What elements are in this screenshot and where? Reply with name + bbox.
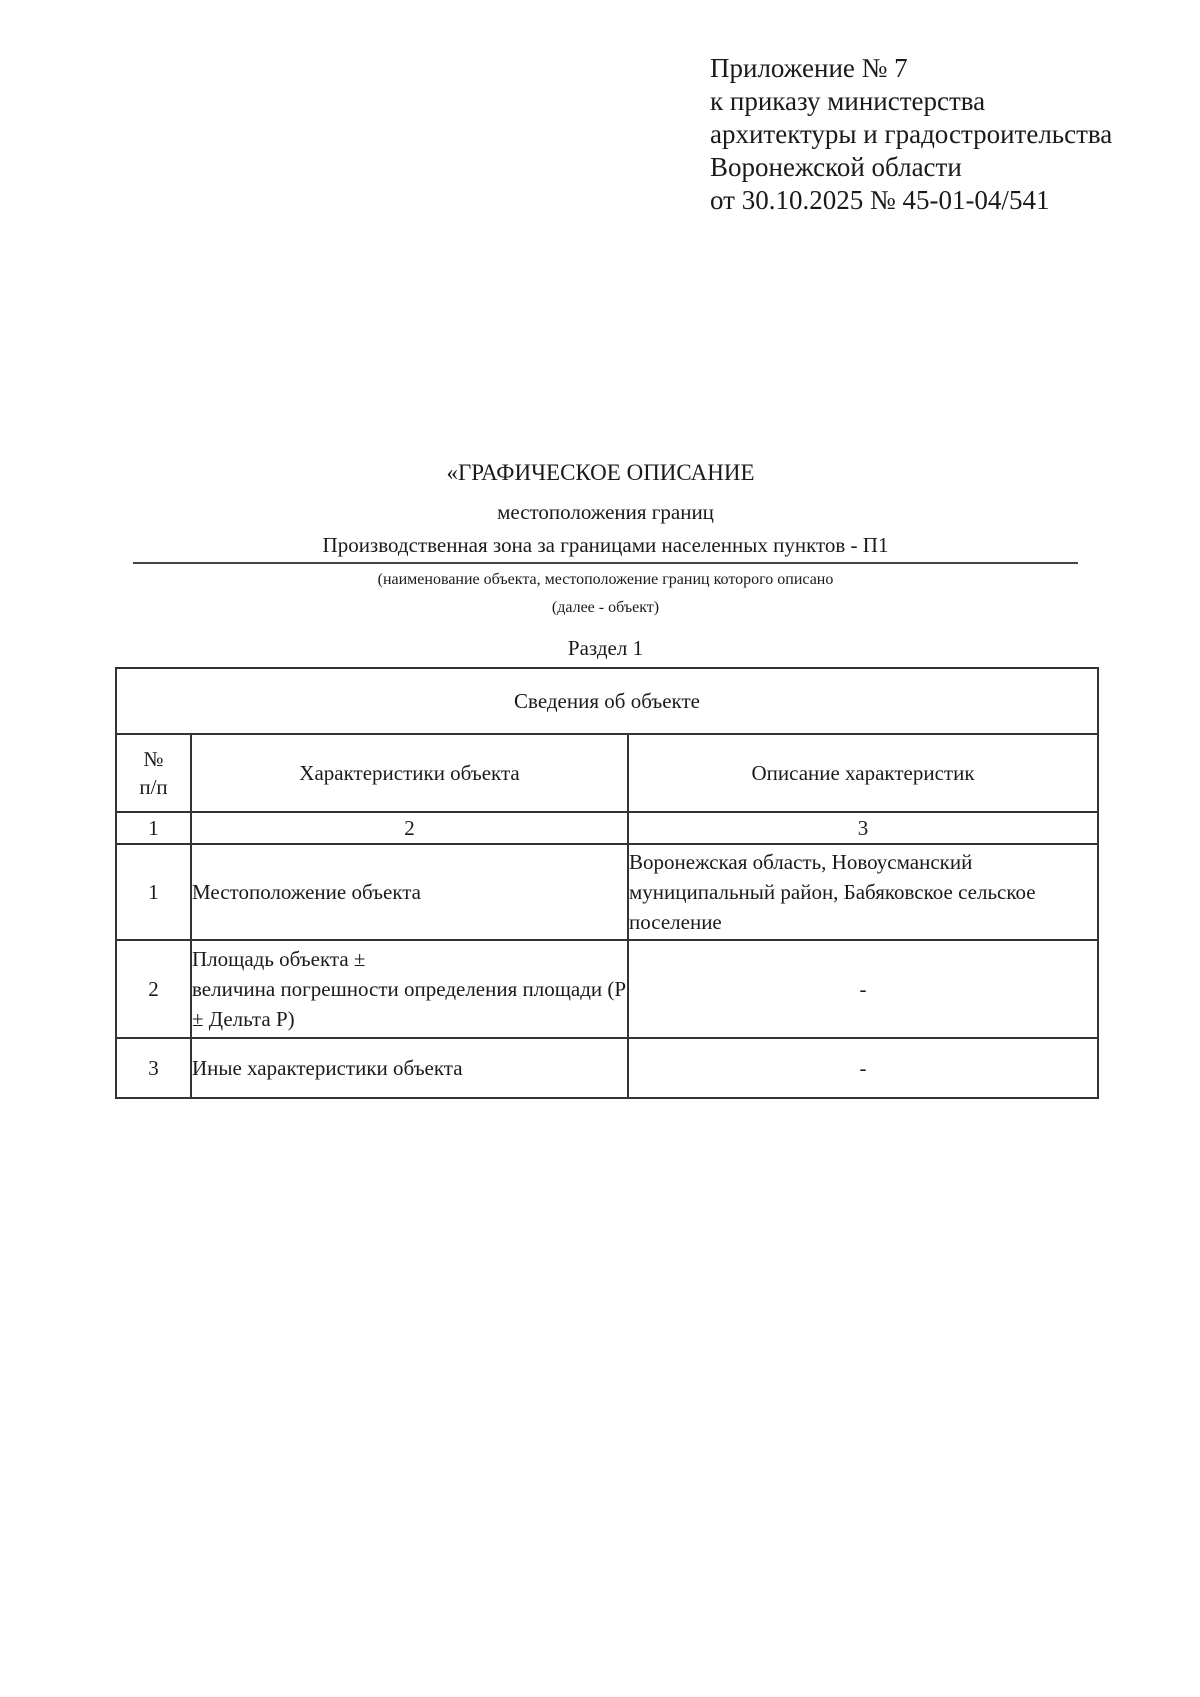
row-characteristic: Иные характеристики объекта [191, 1038, 628, 1098]
document-subtitle: местоположения границ [497, 500, 714, 524]
object-name-caption-continuation: (далее - объект) [551, 599, 660, 616]
row-characteristic: Площадь объекта ± величина погрешности определения площади (Р ± Дельта Р) [191, 940, 628, 1038]
appendix-date-number: от 30.10.2025 № 45-01-04/541 [710, 185, 1050, 215]
row-description: Воронежская область, Новоусманский муниципальный район, Бабяковское сельское поселение [628, 844, 1098, 940]
object-name: Производственная зона за границами населенных пунктов - П1 [133, 531, 1078, 564]
document-title: «ГРАФИЧЕСКОЕ ОПИСАНИЕ [446, 460, 755, 485]
table-caption-row [116, 668, 1098, 734]
appendix-order-line: к приказу министерства [710, 86, 986, 116]
table-row [116, 940, 1098, 1038]
object-info-table [115, 667, 1099, 1099]
header-description: Описание характеристик [628, 734, 1098, 812]
column-number: 1 [116, 812, 191, 844]
appendix-ministry-line: архитектуры и градостроительства [710, 119, 1113, 149]
column-number-row [116, 812, 1098, 844]
object-name-caption: (наименование объекта, местоположение границ которого описано [377, 571, 834, 588]
table-header-row [116, 734, 1098, 812]
appendix-region-line: Воронежской области [710, 152, 962, 182]
appendix-header [710, 52, 1112, 217]
document-title-block [133, 458, 1078, 662]
column-number: 2 [191, 812, 628, 844]
row-description: - [628, 940, 1098, 1038]
row-num: 3 [116, 1038, 191, 1098]
section-label: Раздел 1 [567, 636, 644, 660]
header-num: № п/п [116, 734, 191, 812]
row-num: 2 [116, 940, 191, 1038]
table-row [116, 1038, 1098, 1098]
column-number: 3 [628, 812, 1098, 844]
appendix-number: Приложение № 7 [710, 53, 908, 83]
row-num: 1 [116, 844, 191, 940]
row-description: - [628, 1038, 1098, 1098]
table-caption: Сведения об объекте [116, 668, 1098, 734]
table-row [116, 844, 1098, 940]
row-characteristic: Местоположение объекта [191, 844, 628, 940]
header-characteristic: Характеристики объекта [191, 734, 628, 812]
